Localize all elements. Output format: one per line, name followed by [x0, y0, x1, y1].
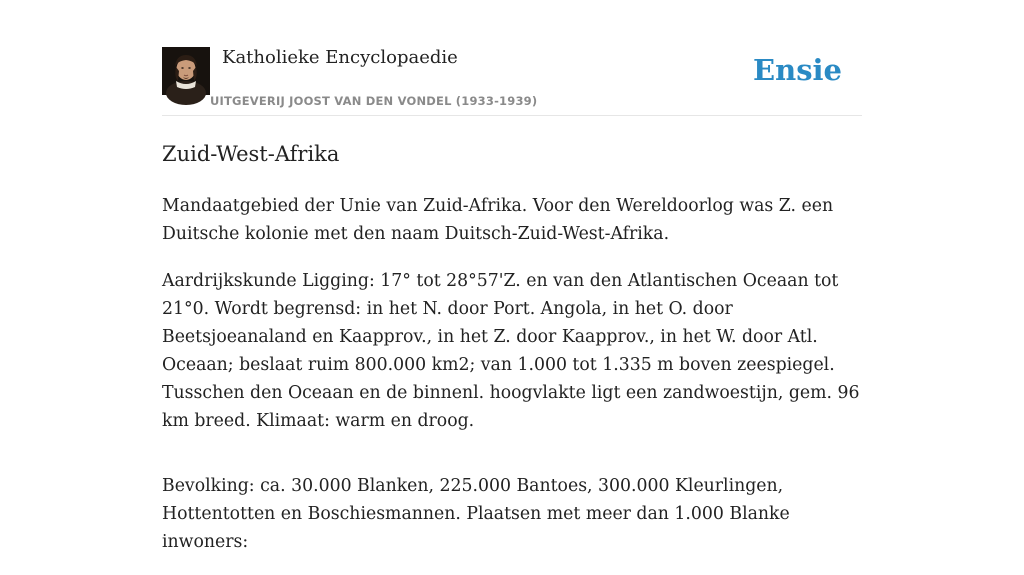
publisher-label: UITGEVERIJ JOOST VAN DEN VONDEL (1933-1939) [210, 94, 538, 108]
article-paragraph-bevolking: Bevolking: ca. 30.000 Blanken, 225.000 Bantoes, 300.000 Kleurlingen, Hottentotten en Boschiesmannen. Plaatsen met meer dan 1.000 Blanke inwoners: [162, 476, 790, 552]
publication-title[interactable]: Katholieke Encyclopaedie [222, 47, 458, 68]
article-paragraph-aardrijkskunde: Aardrijkskunde Ligging: 17° tot 28°57'Z. en van den Atlantischen Oceaan tot 21°0. Wordt begrensd: in het N. door Port. Angola, in het O. door Beetsjoeanaland en Kaapprov., in het Z. door Kaapprov., in het W. door Atl. Oceaan; beslaat ruim 800.000 km2; van 1.000 tot 1.335 m boven zeespiegel. Tusschen den Oceaan en de binnenl. hoogvlakte ligt een zandwoestijn, gem. 96 km breed. Klimaat: warm en droog. [162, 271, 860, 431]
article-title: Zuid-West-Afrika [162, 142, 340, 166]
article-body [162, 192, 864, 575]
publication-avatar[interactable] [162, 47, 210, 95]
article-paragraph-intro: Mandaatgebied der Unie van Zuid-Afrika. Voor den Wereldoorlog was Z. een Duitsche kolonie met den naam Duitsch-Zuid-West-Afrika. [162, 196, 834, 244]
ensie-logo-link[interactable]: Ensie [753, 53, 842, 87]
publication-header [162, 46, 862, 116]
portrait-icon [162, 47, 210, 95]
